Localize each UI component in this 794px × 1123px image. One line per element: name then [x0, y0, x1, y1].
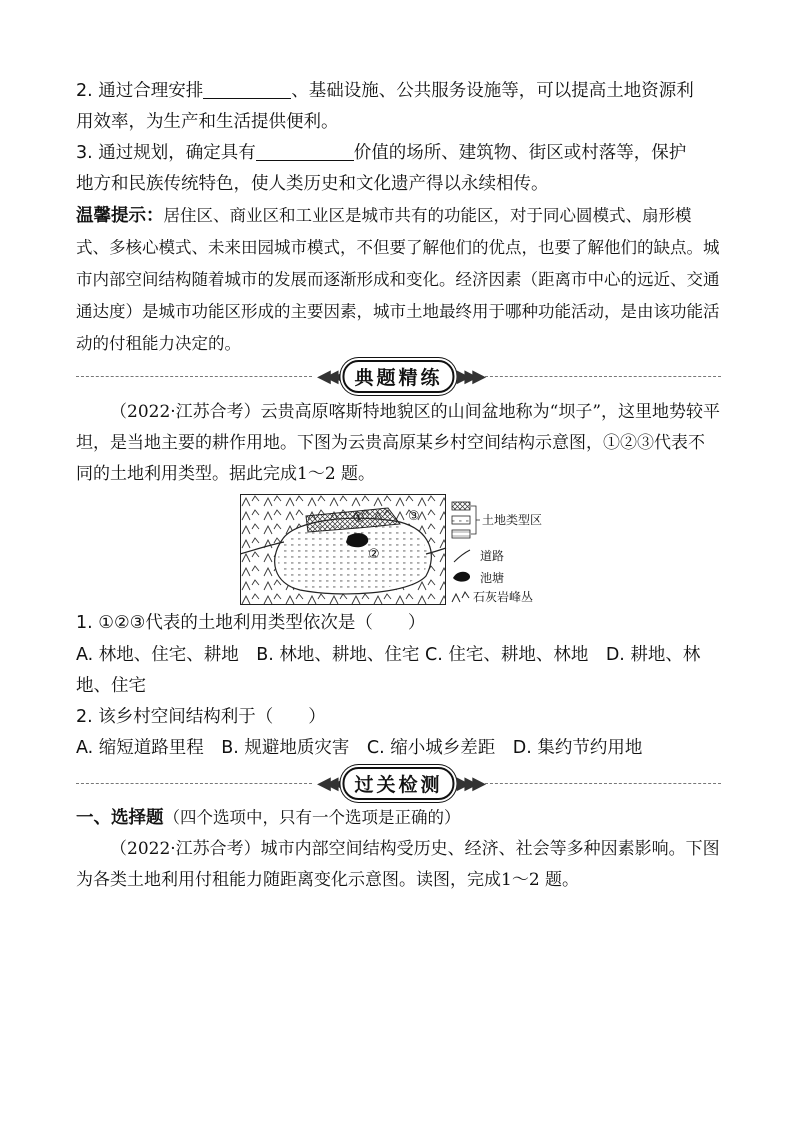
legend-swatch-2: [452, 516, 470, 524]
question-2-options: A. 缩短道路里程 B. 规避地质灾害 C. 缩小城乡差距 D. 集约节约用地: [76, 738, 643, 758]
marker-2: ②: [368, 547, 380, 562]
question-2: 2. 该乡村空间结构利于（ ）: [76, 707, 326, 727]
choice-heading: 一、选择题（四个选项中，只有一个选项是正确的）: [76, 808, 461, 828]
legend-swatch-3: [452, 530, 470, 538]
legend-landuse: 土地类型区: [482, 513, 543, 527]
intro-item-2: 2. 通过合理安排 、基础设施、公共服务设施等，可以提高土地资源利 用效率，为生产和生活提供便利。: [76, 81, 694, 132]
check-stem: （2022·江苏合考）城市内部空间结构受历史、经济、社会等多种因素影响。下图为各类土地利用付租能力随距离变化示意图。读图，完成1～2 题。: [76, 839, 720, 890]
farmland-area: [278, 522, 428, 590]
legend-pond: 池塘: [480, 571, 505, 585]
legend-swatch-1: [452, 502, 470, 510]
pond-legend-icon: [453, 572, 470, 582]
arrow-left-icon: ◀◀◀: [316, 773, 341, 794]
question-1: 1. ①②③代表的土地利用类型依次是（ ）: [76, 613, 426, 633]
section-divider-check: [76, 766, 721, 800]
question-1-options: A. 林地、住宅、耕地 B. 林地、耕地、住宅 C. 住宅、耕地、林地 D. 耕地、林 地、住宅: [76, 645, 701, 696]
practice-stem: （2022·江苏合考）云贵高原喀斯特地貌区的山间盆地称为“坝子”，这里地势较平坦，是当地主要的耕作用地。下图为云贵高原某乡村空间结构示意图，①②③代表不同的土地利用类型。据此完成1～2 题。: [76, 402, 721, 484]
tip-label: 温馨提示：: [76, 206, 164, 226]
marker-3: ③: [408, 509, 420, 524]
legend-bracket: [471, 506, 480, 534]
blank-1: [203, 80, 291, 99]
village-map: [240, 494, 558, 606]
tip-text: 居住区、商业区和工业区是城市共有的功能区，对于同心圆模式、扇形模式、多核心模式、未来田园城市模式，不但要了解他们的优点，也要了解他们的缺点。城市内部空间结构随着城市的发展而逐渐形成和变化。经济因素（距离市中心的远近、交通通达度）是城市功能区形成的主要因素，城市土地最终用于哪种功能活动，是由该功能活动的付租能力决定的。: [76, 206, 720, 353]
village-structure-figure: [240, 494, 558, 606]
legend-peak: 石灰岩峰丛: [473, 590, 534, 604]
blank-2: [256, 142, 354, 161]
section-title-practice: 典题精练: [342, 360, 454, 393]
legend-road: 道路: [480, 549, 505, 563]
peak-legend-icon: [452, 592, 469, 602]
intro-item-3: 3. 通过规划，确定具有 价值的场所、建筑物、街区或村落等，保护 地方和民族传统特色，使人类历史和文化遗产得以永续相传。: [76, 143, 687, 194]
section-divider-practice: [76, 359, 721, 393]
arrow-right-icon: ▶▶▶: [456, 773, 481, 794]
arrow-right-icon: ▶▶▶: [456, 366, 481, 387]
section-title-check: 过关检测: [342, 767, 454, 800]
marker-1: ①: [353, 511, 365, 526]
tip-paragraph: [76, 200, 721, 360]
road-legend-icon: [454, 550, 470, 562]
arrow-left-icon: ◀◀◀: [316, 366, 341, 387]
